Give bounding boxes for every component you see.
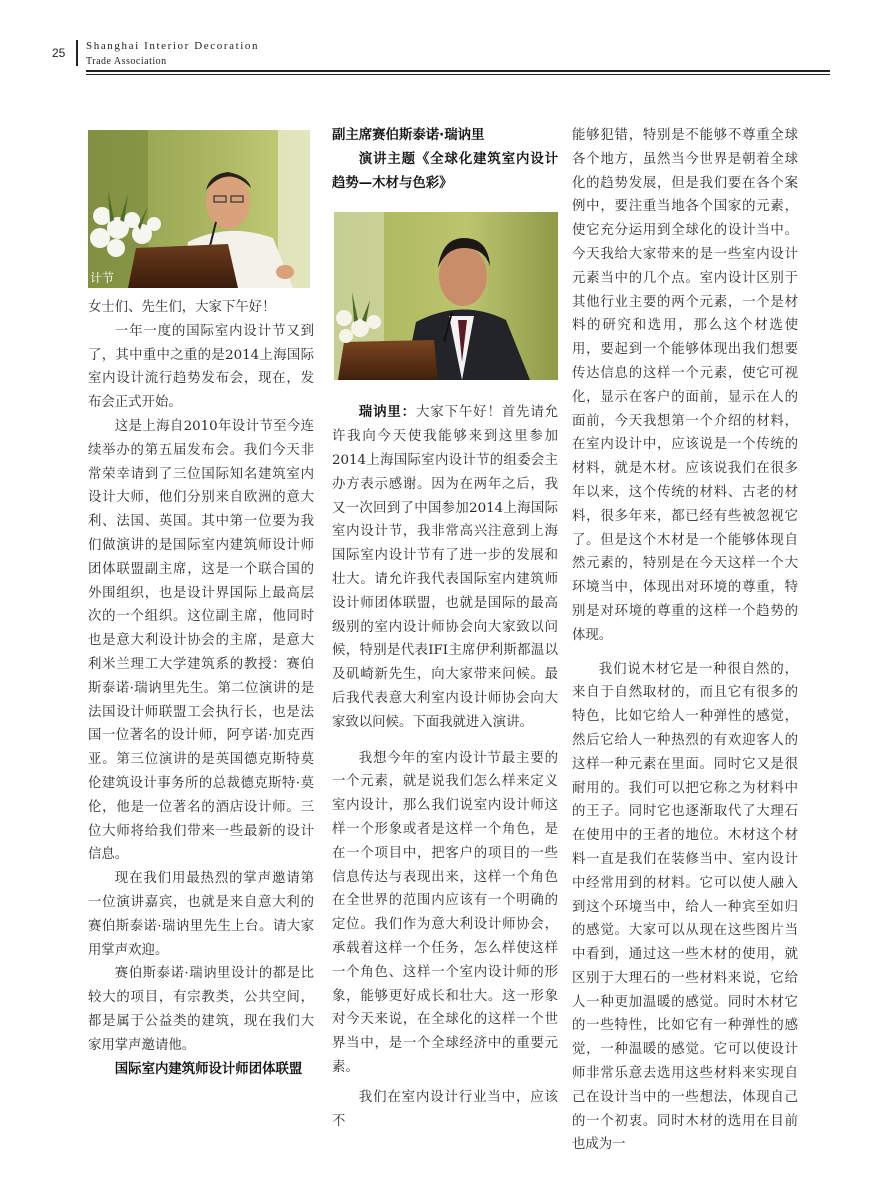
- greeting-paragraph: 女士们、先生们，大家下午好！: [88, 300, 276, 315]
- speech-text: 大家下午好！首先请允许我向今天使我能够来到这里参加2014上海国际室内设计节的组委会主办方表示感谢。因为在两年之后，我又一次回到了中国参加2014上海国际室内设计节，我非常高兴注意到上海国际室内设计节有了进一步的发展和壮大。请允许我代表国际室内建筑师设计师团体联盟，也就是国际的最高级别的室内设计师协会向大家致以问候，特别是代表IFI主席伊利斯都温以及矶崎新先生，向大家带来问候。最后我代表意大利室内设计师协会向大家致以问候。下面我就进入演讲。: [332, 405, 559, 730]
- section-heading: 国际室内建筑师设计师团体联盟: [114, 1061, 303, 1077]
- body-paragraph: 现在我们用最热烈的掌声邀请第一位演讲嘉宾，也就是来自意大利的赛伯斯泰诺·瑞讷里先生上台。请大家用掌声欢迎。: [88, 871, 314, 958]
- body-paragraph: 我想今年的室内设计节最主要的一个元素，就是说我们怎么样来定义室内设计，那么我们说室内设计师这样一个形象或者是这样一个角色，是在一个项目中，把客户的项目的一些信息传达与表现出来，这样一个角色在全世界的范围内应该有一个明确的定位。我们作为意大利设计师协会，承载着这样一个任务，怎么样使这样一个角色、这样一个室内设计师的形象，能够更好成长和壮大。这一形象对今天来说，在全球化的这样一个世界当中，是一个全球经济中的重要元素。: [332, 750, 558, 1075]
- talk-title: 演讲主题《全球化建筑室内设计趋势—木材与色彩》: [332, 151, 558, 191]
- text-column-1: [88, 296, 314, 1081]
- page-number: 25: [52, 46, 66, 60]
- body-paragraph: 我们在室内设计行业当中，应该不: [332, 1089, 558, 1129]
- body-paragraph: 这是上海自2010年设计节至今连续举办的第五届发布会。我们今天非常荣幸请到了三位国际知名建筑室内设计大师，他们分别来自欧洲的意大利、法国、英国。其中第一位要为我们做演讲的是国际室内建筑师设计师团体联盟副主席，这是一个联合国的外围组织，也是设计界国际上最高层次的一个组织。这位副主席，他同时也是意大利设计协会的主席，是意大利米兰理工大学建筑系的教授：赛伯斯泰诺·瑞讷里先生。第二位演讲的是法国设计师联盟工会执行长，也是法国一位著名的设计师，阿亨诺·加克西亚。第三位演讲的是英国德克斯特莫伦建筑设计事务所的总裁德克斯特·莫伦，他是一位著名的酒店设计师。三位大师将给我们带来一些最新的设计信息。: [88, 418, 314, 863]
- photo-spacer: [332, 195, 558, 401]
- header-rule-thin: [86, 74, 830, 75]
- body-paragraph: 一年一度的国际室内设计节又到了，其中重中之重的是2014上海国际室内设计流行趋势发布会，现在，发布会正式开始。: [88, 323, 314, 411]
- speech-paragraph: [332, 401, 558, 734]
- host-photo-image: [88, 130, 310, 288]
- section-heading: 副主席赛伯斯泰诺·瑞讷里: [332, 128, 485, 143]
- speaker-label: 瑞讷里：: [358, 405, 416, 421]
- header-rule-thick: [86, 70, 830, 72]
- org-name-line1: Shanghai Interior Decoration: [86, 40, 260, 52]
- host-photo: [88, 130, 310, 288]
- body-paragraph: 我们说木材它是一种很自然的，来自于自然取材的，而且它有很多的特色，比如它给人一种弹性的感觉，然后它给人一种热烈的有欢迎客人的这样一种元素在里面。同时它又是很耐用的。我们可以把它称之为材料中的王子。同时它也逐渐取代了大理石在使用中的王者的地位。木材这个材料一直是我们在装修当中、室内设计中经常用到的材料。它可以使人融入到这个环境当中，给人一种宾至如归的感觉。大家可以从现在这些图片当中看到，通过这一些木材的使用，就区别于大理石的一些材料来说，它给人一种更加温暖的感觉。同时木材它的一些特性，比如它有一种弹性的感觉，一种温暖的感觉。它可以使设计师非常乐意去选用这些材料来实现自己在设计当中的一些想法，体现自己的一个初衷。同时木材的选用在目前也成为一: [572, 661, 798, 1153]
- body-paragraph: 赛伯斯泰诺·瑞讷里设计的都是比较大的项目，有宗教类，公共空间，都是属于公益类的建筑，现在我们大家用掌声邀请他。: [88, 966, 314, 1053]
- org-name-line2: Trade Association: [86, 56, 167, 67]
- page-header: [0, 0, 884, 80]
- body-paragraph: 能够犯错，特别是不能够不尊重全球各个地方，虽然当今世界是朝着全球化的趋势发展，但是我们要在各个案例中，要注重当地各个国家的元素，使它充分运用到全球化的设计当中。今天我给大家带来的是一些室内设计元素当中的几个点。室内设计区别于其他行业主要的两个元素，一个是材料的研究和选用，那么这个材选使用，要起到一个能够体现出我们想要传达信息的这样一个元素，使它可视化，显示在客户的面前，显示在人的面前，今天我想第一个介绍的材料，在室内设计中，应该说是一个传统的材料，就是木材。应该说我们在很多年以来，这个传统的材料、古老的材料，很多年来，都已经有些被忽视它了。但是这个木材是一个能够体现自然元素的，特别是在今天这样一个大环境当中，体现出对环境的尊重，特别是对环境的尊重的这样一个趋势的体现。: [572, 128, 798, 643]
- header-divider: [76, 40, 78, 66]
- photo-caption-fragment: 计节: [90, 271, 115, 285]
- text-column-2: [332, 124, 558, 1133]
- text-column-3: [572, 124, 798, 1157]
